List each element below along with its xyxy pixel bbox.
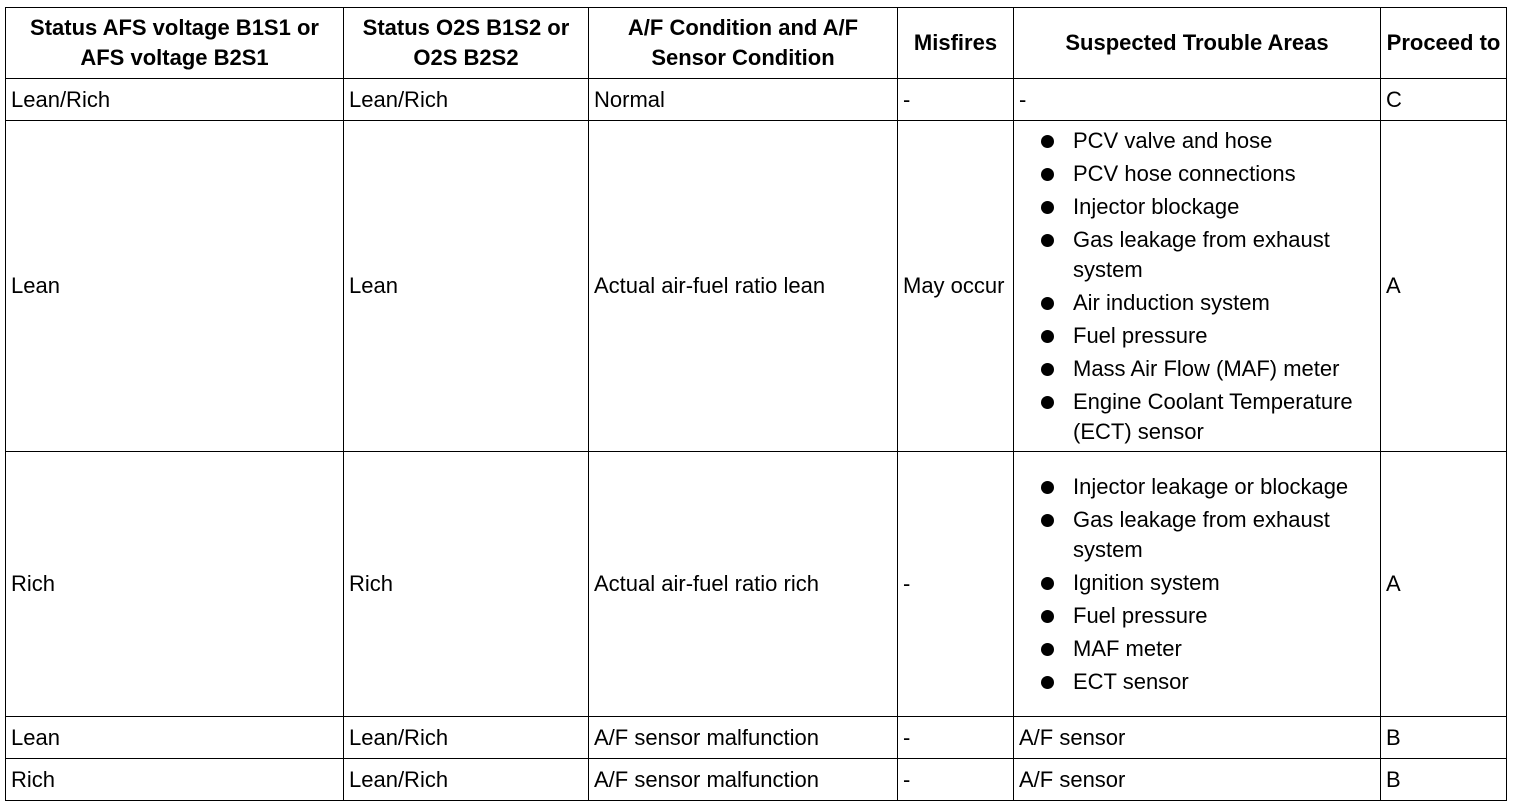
cell-suspected-areas: A/F sensor	[1014, 717, 1381, 759]
cell-o2s-status: Lean/Rich	[344, 79, 589, 121]
header-row	[6, 8, 1507, 79]
cell-af-condition: Normal	[589, 79, 898, 121]
cell-proceed-to: A	[1381, 121, 1507, 452]
cell-proceed-to: C	[1381, 79, 1507, 121]
list-item: PCV hose connections	[1041, 159, 1375, 189]
cell-af-condition: A/F sensor malfunction	[589, 717, 898, 759]
cell-misfires: -	[898, 452, 1014, 717]
cell-af-condition: Actual air-fuel ratio lean	[589, 121, 898, 452]
cell-misfires: -	[898, 79, 1014, 121]
list-item: Fuel pressure	[1041, 321, 1375, 351]
cell-af-condition: A/F sensor malfunction	[589, 759, 898, 801]
list-item: Fuel pressure	[1041, 601, 1375, 631]
list-item: Air induction system	[1041, 288, 1375, 318]
cell-proceed-to: B	[1381, 759, 1507, 801]
table-row	[6, 79, 1507, 121]
cell-afs-voltage: Rich	[6, 759, 344, 801]
header-afs-voltage: Status AFS voltage B1S1 or AFS voltage B2S1	[6, 8, 344, 79]
cell-suspected-areas: A/F sensor	[1014, 759, 1381, 801]
cell-o2s-status: Lean/Rich	[344, 759, 589, 801]
cell-afs-voltage: Lean	[6, 121, 344, 452]
list-item: Mass Air Flow (MAF) meter	[1041, 354, 1375, 384]
table-row	[6, 121, 1507, 452]
list-item: Ignition system	[1041, 568, 1375, 598]
list-item: Gas leakage from exhaust system	[1041, 505, 1375, 565]
suspected-areas-list	[1019, 126, 1375, 447]
list-item: ECT sensor	[1041, 667, 1375, 697]
cell-suspected-areas	[1014, 452, 1381, 717]
cell-suspected-areas: -	[1014, 79, 1381, 121]
cell-o2s-status: Lean/Rich	[344, 717, 589, 759]
header-suspected-areas: Suspected Trouble Areas	[1014, 8, 1381, 79]
list-item: Engine Coolant Temperature (ECT) sensor	[1041, 387, 1375, 447]
suspected-areas-list	[1019, 472, 1375, 697]
cell-o2s-status: Lean	[344, 121, 589, 452]
header-af-condition: A/F Condition and A/F Sensor Condition	[589, 8, 898, 79]
cell-proceed-to: B	[1381, 717, 1507, 759]
list-item: Injector leakage or blockage	[1041, 472, 1375, 502]
table-row	[6, 717, 1507, 759]
cell-afs-voltage: Rich	[6, 452, 344, 717]
list-item: MAF meter	[1041, 634, 1375, 664]
cell-misfires: -	[898, 717, 1014, 759]
cell-misfires: May occur	[898, 121, 1014, 452]
header-o2s-status: Status O2S B1S2 or O2S B2S2	[344, 8, 589, 79]
list-item: PCV valve and hose	[1041, 126, 1375, 156]
cell-afs-voltage: Lean/Rich	[6, 79, 344, 121]
cell-af-condition: Actual air-fuel ratio rich	[589, 452, 898, 717]
trouble-diagnosis-table	[5, 7, 1507, 801]
table-row	[6, 452, 1507, 717]
cell-suspected-areas	[1014, 121, 1381, 452]
table-row	[6, 759, 1507, 801]
cell-proceed-to: A	[1381, 452, 1507, 717]
header-misfires: Misfires	[898, 8, 1014, 79]
header-proceed-to: Proceed to	[1381, 8, 1507, 79]
list-item: Gas leakage from exhaust system	[1041, 225, 1375, 285]
list-item: Injector blockage	[1041, 192, 1375, 222]
cell-o2s-status: Rich	[344, 452, 589, 717]
cell-misfires: -	[898, 759, 1014, 801]
cell-afs-voltage: Lean	[6, 717, 344, 759]
